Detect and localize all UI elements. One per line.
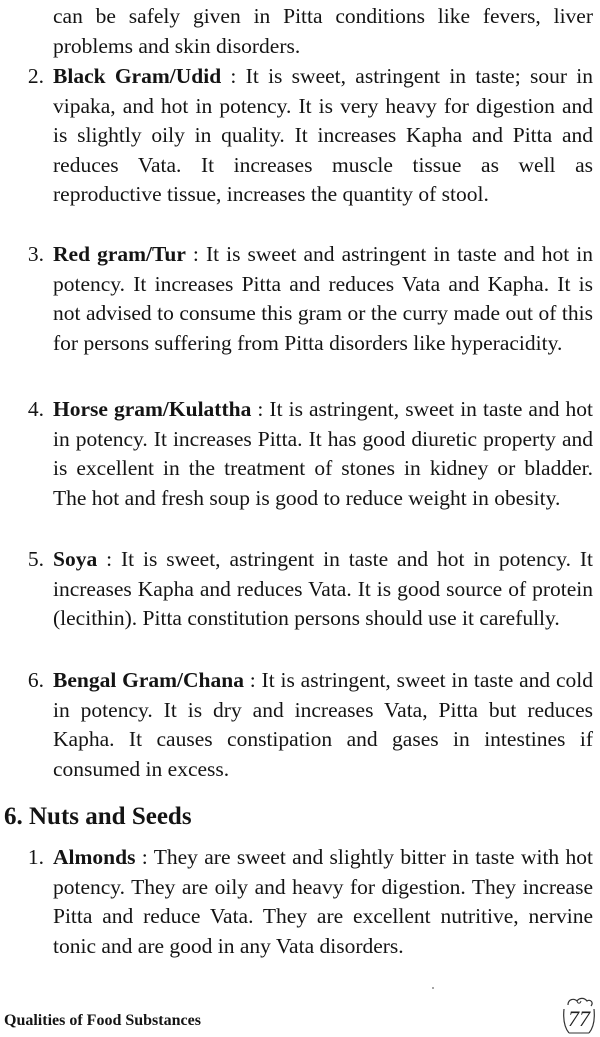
section-heading: 6. Nuts and Seeds [4, 803, 192, 830]
item-term: Black Gram/Udid [53, 64, 222, 88]
ink-speck [432, 987, 434, 989]
item-term: Horse gram/Kulattha [53, 397, 252, 421]
item-text: : It is sweet, astringent in taste and hot in potency. It increases Kapha and reduces Vata. It is good source of protein (lecithin). Pitta constitution persons should use it carefully. [53, 547, 593, 630]
item-term: Red gram/Tur [53, 242, 186, 266]
item-paragraph [53, 843, 593, 961]
page-number: 77 [568, 1006, 590, 1031]
item-number: 3. [27, 242, 44, 266]
item-text: : It is astringent, sweet in taste and hot in potency. It increases Pitta. It has good diuretic property and is excellent in the treatment of stones in kidney or bladder. The hot and fresh soup is good to reduce weight in obesity. [53, 397, 593, 510]
item-number: 2. [27, 64, 44, 88]
item-paragraph [53, 666, 593, 784]
item-number: 5. [27, 547, 44, 571]
item-text: : It is sweet, astringent in taste; sour in vipaka, and hot in potency. It is very heavy for digestion and is slightly oily in quality. It increases Kapha and Pitta and reduces Vata. It increases muscle tissue as well as reproductive tissue, increases the quantity of stool. [53, 64, 593, 206]
item-text: : They are sweet and slightly bitter in taste with hot potency. They are oily and heavy for digestion. They increase Pitta and reduce Vata. They are excellent nutritive, nervine tonic and are good in any Vata disorders. [53, 845, 593, 958]
item-paragraph [53, 395, 593, 513]
item-paragraph [53, 545, 593, 634]
item-text: : It is sweet and astringent in taste and hot in potency. It increases Pitta and reduces Vata and Kapha. It is not advised to consume this gram or the curry made out of this for persons suffering from Pitta disorders like hyperacidity. [53, 242, 593, 355]
item-paragraph [53, 62, 593, 210]
page-number-badge [560, 995, 598, 1035]
item-number: 4. [27, 397, 44, 421]
item-term: Almonds [53, 845, 136, 869]
item-term: Bengal Gram/Chana [53, 668, 244, 692]
item-term: Soya [53, 547, 98, 571]
intro-paragraph: can be safely given in Pitta conditions like fevers, liver problems and skin disorders. [53, 4, 593, 58]
item-text: : It is astringent, sweet in taste and cold in potency. It is dry and increases Vata, Pitta but reduces Kapha. It causes constipation and gases in intestines if consumed in excess. [53, 668, 593, 781]
item-paragraph [53, 240, 593, 358]
item-number: 1. [27, 845, 44, 869]
running-footer-title: Qualities of Food Substances [4, 1012, 201, 1029]
item-number: 6. [27, 668, 44, 692]
